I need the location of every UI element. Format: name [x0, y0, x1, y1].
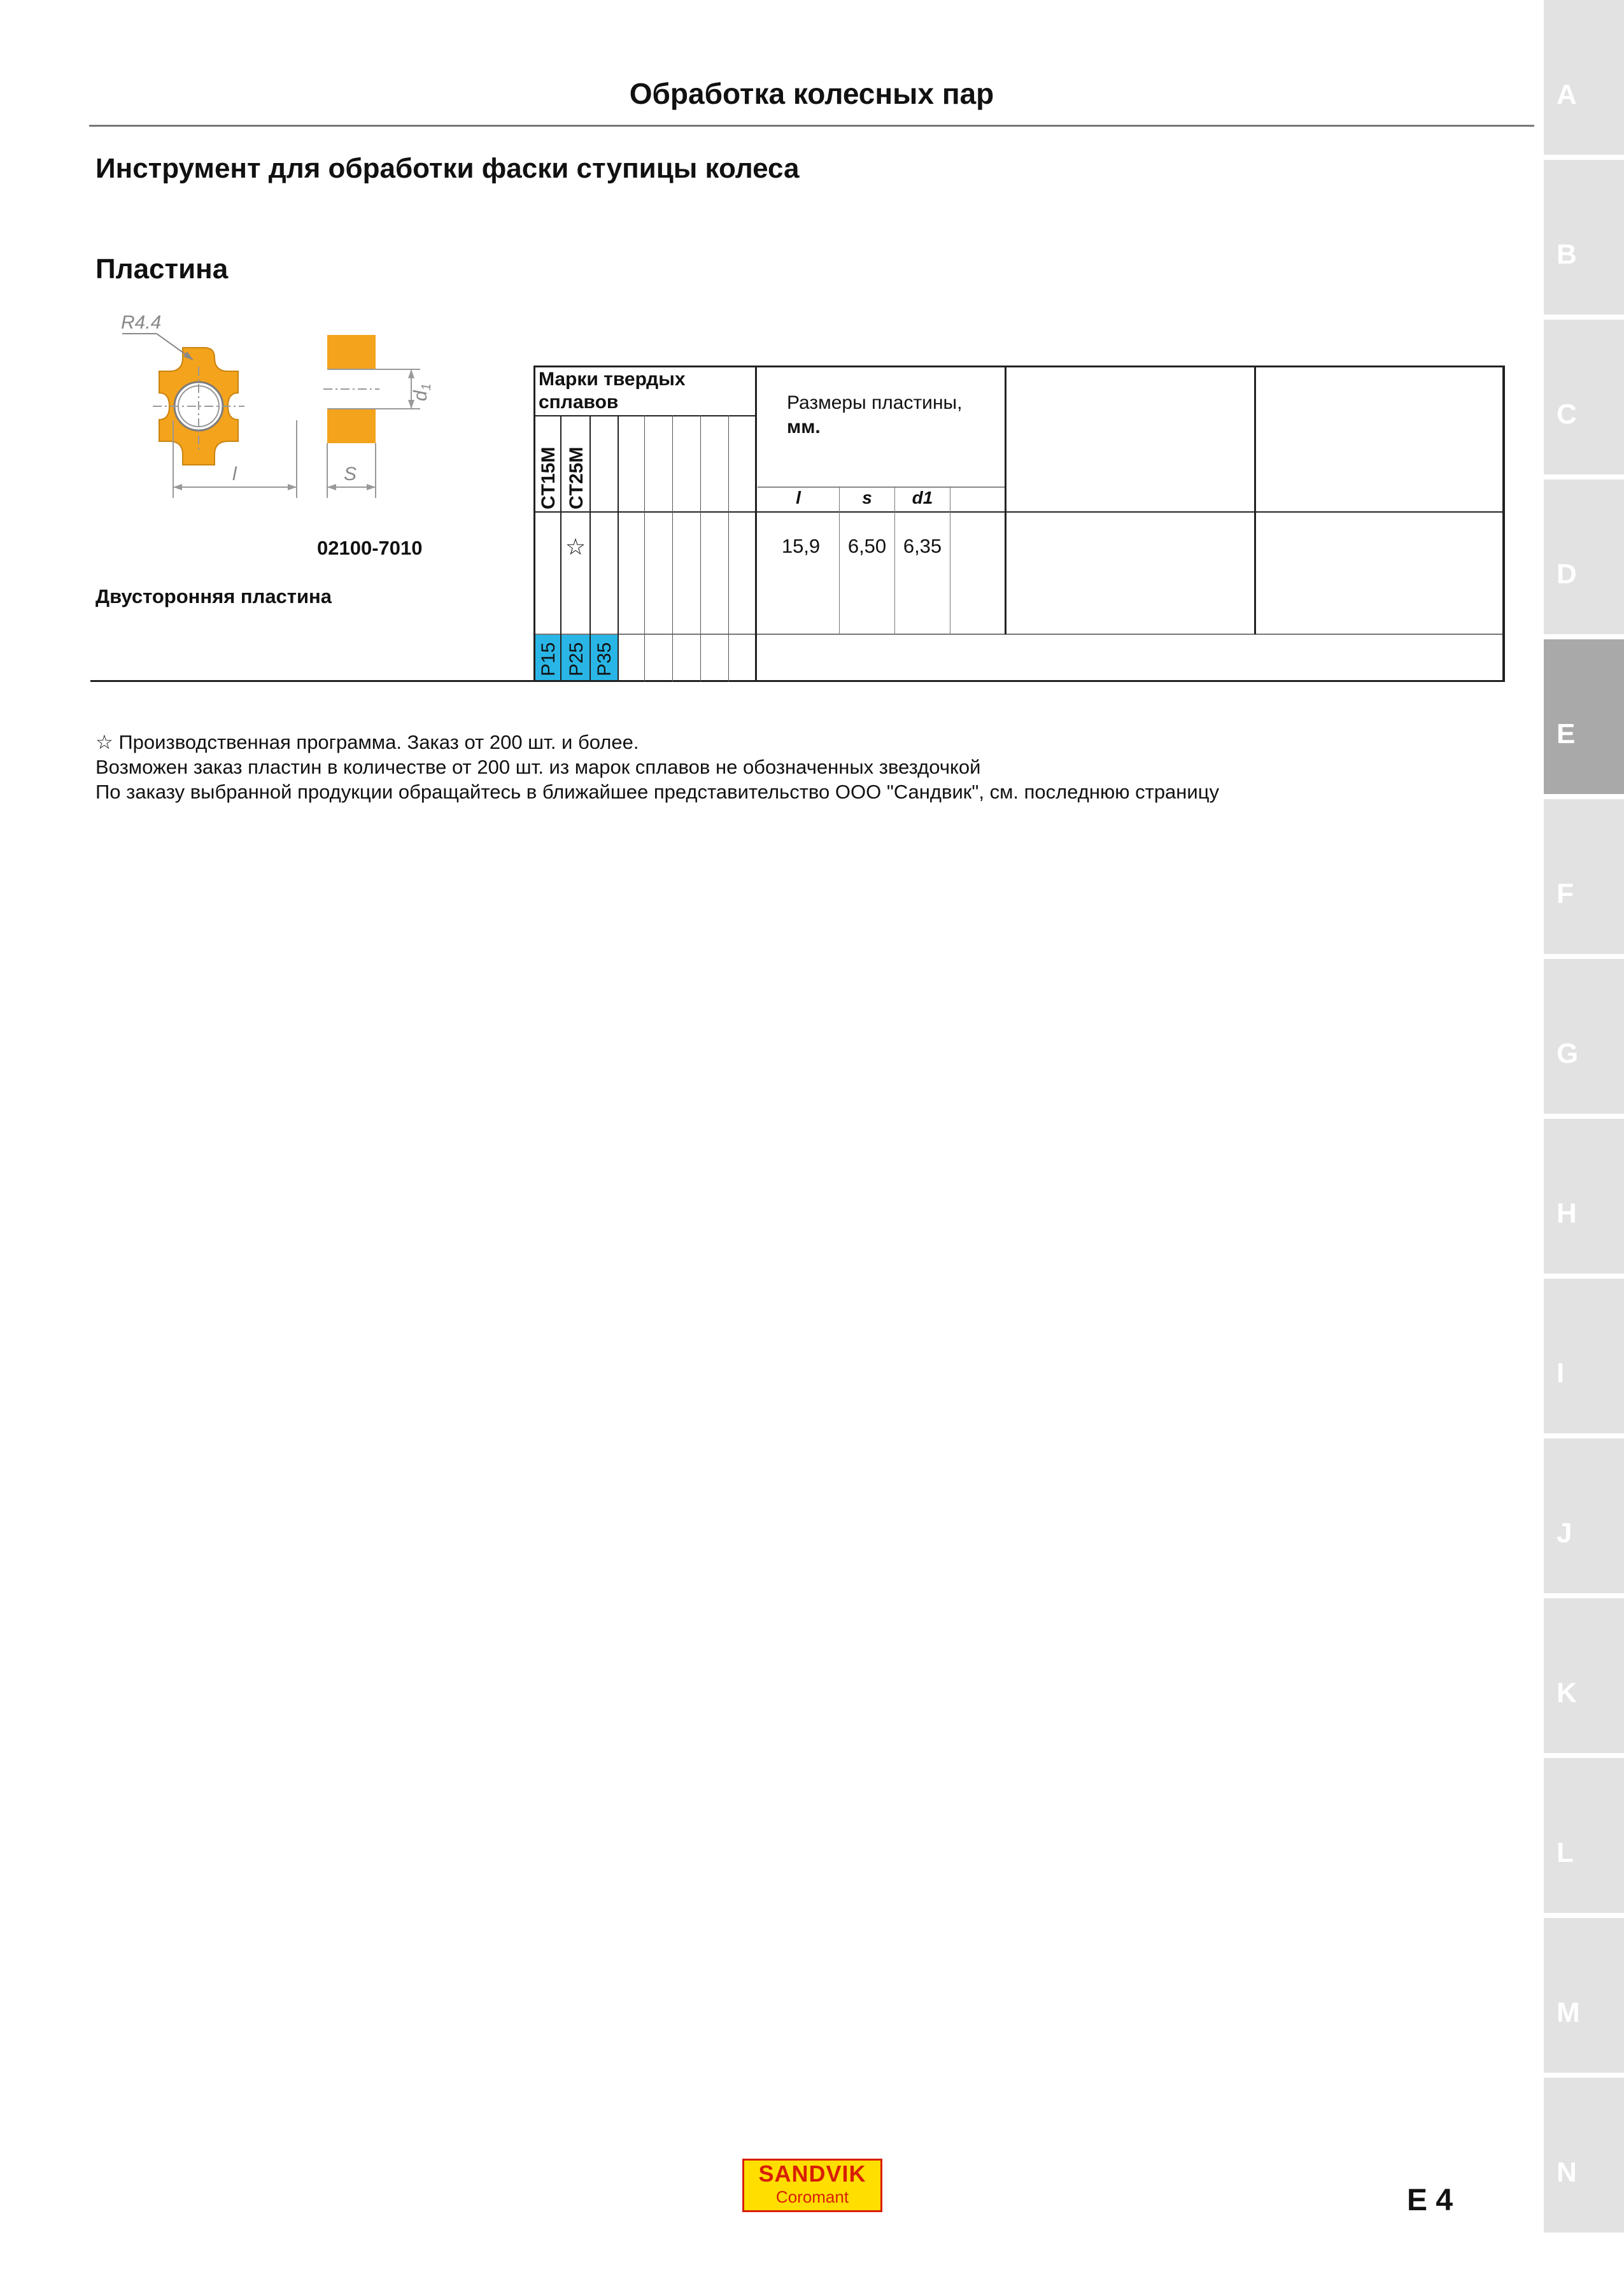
- logo-text-top: SANDVIK: [758, 2161, 866, 2187]
- insert-side-view-bottom: [327, 409, 376, 443]
- footnotes: [95, 730, 1219, 804]
- grade-col-line: [644, 415, 645, 682]
- radius-label: R4.4: [121, 312, 162, 333]
- section-index-tabs: [1544, 0, 1624, 2279]
- grade-ct25m: CT25M: [566, 446, 587, 509]
- value-l: 15,9: [781, 535, 821, 557]
- page-number: E 4: [1407, 2183, 1453, 2217]
- insert-side-view-top: [327, 335, 376, 369]
- dims-header: [787, 391, 978, 439]
- dim-col-line: [839, 486, 840, 634]
- grade-col-line: [700, 415, 701, 682]
- tab-c[interactable]: C: [1544, 320, 1624, 474]
- tab-d[interactable]: D: [1544, 479, 1624, 634]
- iso-p15: P15: [538, 642, 559, 676]
- sandvik-logo: [742, 2159, 882, 2212]
- value-d1: 6,35: [903, 535, 942, 557]
- tab-h[interactable]: H: [1544, 1119, 1624, 1274]
- tab-l[interactable]: L: [1544, 1758, 1624, 1913]
- dim-header-l: l: [796, 488, 801, 508]
- row-top-line: [533, 511, 1505, 513]
- grade-col-line: [728, 415, 729, 682]
- insert-drawing: [89, 306, 446, 509]
- label-d1: $d_1$: [410, 383, 434, 401]
- table-right-border: [1502, 366, 1505, 682]
- label-l: l: [232, 464, 237, 485]
- footnote-contact: По заказу выбранной продукции обращайтесь в ближайшее представительство ООО "Сандвик", см. последнюю страницу: [95, 781, 1219, 803]
- iso-p35: P35: [594, 642, 615, 676]
- insert-code: 02100-7010: [317, 537, 423, 559]
- tab-k[interactable]: K: [1544, 1598, 1624, 1753]
- subsection-title: Пластина: [95, 253, 229, 285]
- ct25m-availability-star: ☆: [565, 534, 586, 560]
- dim-col-line: [894, 486, 895, 634]
- tab-m[interactable]: M: [1544, 1918, 1624, 2073]
- dim-header-s: s: [862, 488, 872, 508]
- dim-header-d1: d1: [912, 488, 933, 508]
- grades-header: Марки твердых сплавов: [539, 369, 686, 413]
- grade-col-line: [618, 415, 619, 682]
- tab-f[interactable]: F: [1544, 799, 1624, 954]
- header-divider: [89, 125, 1534, 127]
- table-bottom-border: [90, 680, 1505, 682]
- value-s: 6,50: [847, 535, 887, 557]
- tab-g[interactable]: G: [1544, 959, 1624, 1114]
- footnote-star: ☆ Производственная программа. Заказ от 200 шт. и более.: [95, 731, 639, 753]
- label-s: S: [344, 464, 357, 485]
- table-top-border: [533, 366, 1505, 367]
- grades-right-border: [755, 366, 757, 682]
- tab-n[interactable]: N: [1544, 2078, 1624, 2233]
- dims-header-label: Размеры пластины,: [787, 392, 963, 413]
- tab-a[interactable]: A: [1544, 0, 1624, 155]
- tab-i[interactable]: I: [1544, 1279, 1624, 1433]
- insert-description: Двусторонняя пластина: [95, 585, 332, 607]
- page-title: Обработка колесных пар: [629, 77, 994, 110]
- insert-drawing-svg: [89, 306, 446, 509]
- iso-p25: P25: [566, 642, 587, 676]
- footnote-order: Возможен заказ пластин в количестве от 200 шт. из марок сплавов не обозначенных звездочкой: [95, 756, 981, 778]
- grade-col-line: [672, 415, 673, 682]
- dims-right-border: [1005, 366, 1006, 634]
- row-bottom-line: [533, 634, 1505, 635]
- section-title: Инструмент для обработки фаски ступицы колеса: [95, 153, 800, 184]
- grade-ct15m: CT15M: [538, 446, 559, 509]
- empty-col-border: [1254, 366, 1256, 634]
- tab-e[interactable]: E: [1544, 639, 1624, 794]
- dims-header-unit: мм.: [787, 416, 821, 437]
- tab-j[interactable]: J: [1544, 1438, 1624, 1593]
- logo-text-bottom: Coromant: [775, 2187, 849, 2206]
- tab-b[interactable]: B: [1544, 160, 1624, 315]
- grades-header-divider: [533, 415, 756, 416]
